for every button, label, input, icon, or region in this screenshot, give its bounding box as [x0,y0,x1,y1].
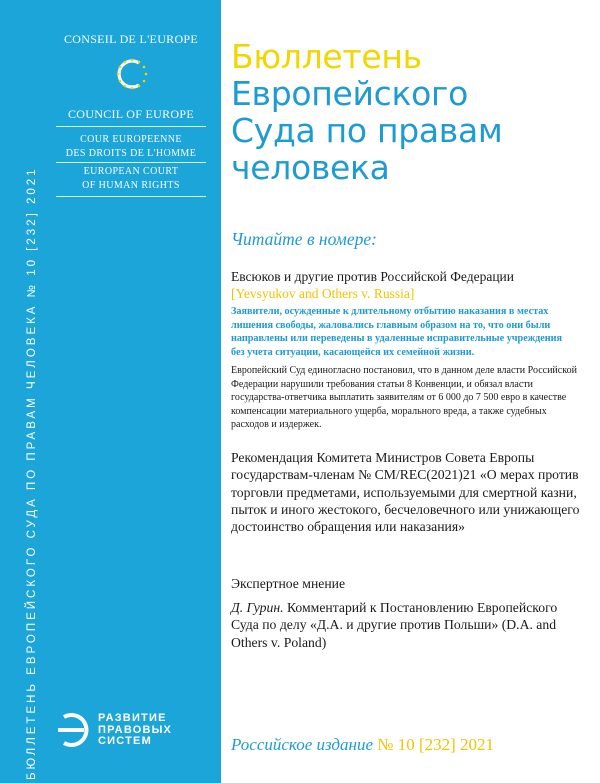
title-line3: Суда по правам [231,111,503,150]
case-title-ru: Евсюков и другие против Российской Федерации [231,269,514,284]
publisher-name [98,713,172,748]
publisher-line2: ПРАВОВЫХ [98,723,173,736]
contents-heading: Читайте в номере: [231,229,377,249]
court-fr-line2: DES DROITS DE L'HOMME [65,148,197,159]
case-summary: Заявители, осужденные к длительному отбытию наказания в местах лишения свободы, жаловались главным образом на то, что они были направлены или переведены в удаленные исправительные учреждения без учета ситуации, касающейся их семейной жизни. [231,306,563,358]
divider [56,126,206,127]
case-title [231,268,571,302]
court-name-en [56,165,206,193]
cover-content [221,0,600,783]
divider [56,196,206,197]
publisher-line1: РАЗВИТИЕ [98,712,167,724]
case-title-en: [Yevsyukov and Others v. Russia] [231,286,415,301]
council-of-europe-logo-icon [112,54,152,94]
court-fr-line1: COUR EUROPEENNE [80,134,182,145]
expert-text: Комментарий к Постановлению Европейского Суда по делу «Д.А. и другие против Польши» (D.A. and Others v. Poland) [231,600,558,650]
title-line4: человека [231,148,390,187]
spine-text: БЮЛЛЕТЕНЬ ЕВРОПЕЙСКОГО СУДА ПО ПРАВАМ ЧЕЛОВЕКА № 10 [232] 2021 [26,166,38,780]
expert-heading: Экспертное мнение [231,576,346,591]
expert-commentary [231,599,576,651]
court-en-line1: EUROPEAN COURT [83,166,179,177]
edition-number: № 10 [232] 2021 [377,735,495,754]
publisher-line3: СИСТЕМ [98,735,152,747]
edition-label: Российское издание [231,735,373,754]
case-ruling: Европейский Суд единогласно постановил, что в данном деле власти Российской Федерации нарушили требования статьи 8 Конвенции, и обязал власти государства-ответчика выплатить заявителям от 6 000 до 7 500 евро в качестве компенсации материального ущерба, морального вреда, а также судебных расходов и издержек. [231,365,577,430]
edition-line [231,735,494,755]
recommendation: Рекомендация Комитета Министров Совета Европы государствам-членам № CM/REC(2021)21 «О мерах против торговли предметами, используемыми для смертной казни, пыток и иного жестокого, бесчеловечного или унижающего достоинство обращения или наказания» [231,450,580,535]
org-name-fr: CONSEIL DE L'EUROPE [63,32,199,46]
publisher-logo-icon [58,712,92,748]
divider [56,162,206,163]
court-name-fr [56,133,206,161]
title-line2: Европейского [231,74,468,113]
org-name-en: COUNCIL OF EUROPE [68,107,194,121]
title-line1: Бюллетень [231,37,422,76]
left-blue-band [0,0,221,783]
expert-author: Д. Гурин. [231,600,284,615]
court-en-line2: OF HUMAN RIGHTS [82,180,180,191]
bulletin-title [231,38,591,186]
